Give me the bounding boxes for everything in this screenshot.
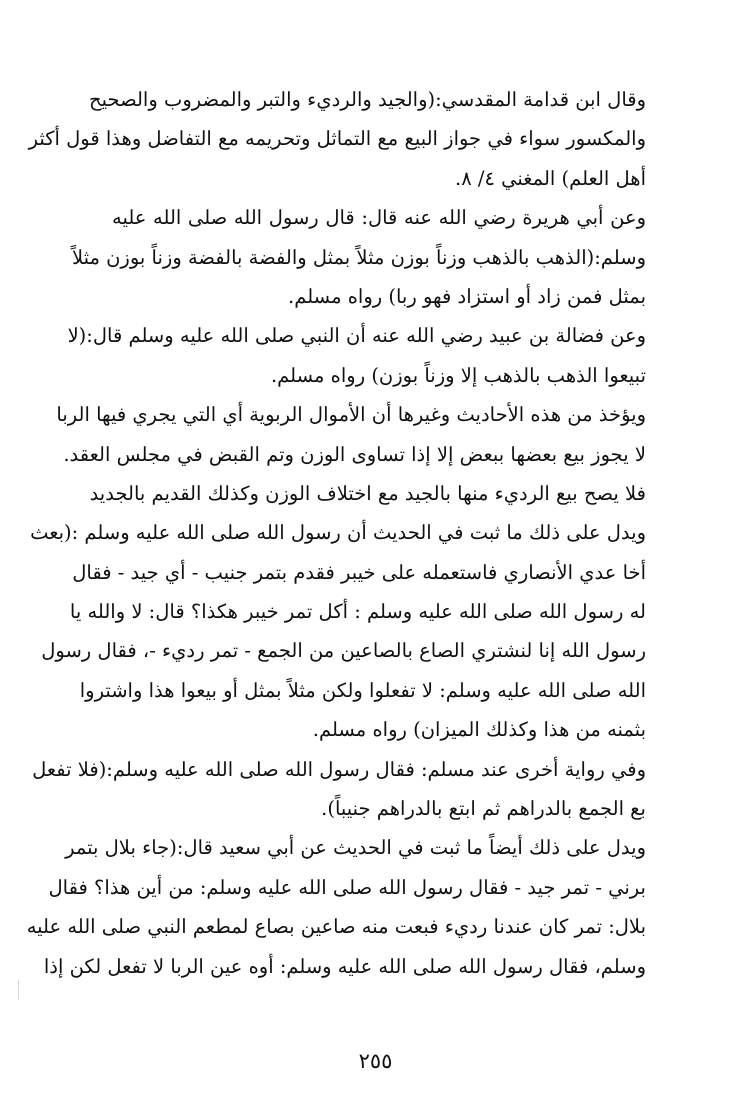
text-line: بمثل فمن زاد أو استزاد فهو ربا) رواه مسلم. bbox=[288, 284, 646, 308]
text-line: بثمنه من هذا وكذلك الميزان) رواه مسلم. bbox=[312, 718, 646, 742]
text-line: بع الجمع بالدراهم ثم ابتع بالدراهم جنيباً). bbox=[321, 797, 646, 821]
text-line: وقال ابن قدامة المقدسي:(والجيد والرديء والتبر والمضروب والصحيح bbox=[89, 88, 646, 111]
text-line: وسلم، فقال رسول الله صلى الله عليه وسلم: أوه عين الربا لا تفعل لكن إذا bbox=[43, 954, 646, 978]
text-line: رسول الله إنا لنشتري الصاع بالصاعين من الجمع - تمر رديء -، فقال رسول bbox=[41, 639, 646, 663]
text-line: تبيعوا الذهب بالذهب إلا وزناً بوزن) رواه مسلم. bbox=[270, 363, 646, 387]
margin-mark bbox=[18, 980, 19, 1000]
text-line: وفي رواية أخرى عند مسلم: فقال رسول الله صلى الله عليه وسلم:(فلا تفعل bbox=[32, 757, 646, 781]
text-line: أخا عدي الأنصاري فاستعمله على خيبر فقدم بتمر جنيب - أي جيد - فقال bbox=[72, 560, 646, 584]
text-line: والمكسور سواء في جواز البيع مع التماثل وتحريمه مع التفاضل وهذا قول أكثر bbox=[28, 127, 646, 151]
text-line: برني - تمر جيد - فقال رسول الله صلى الله عليه وسلم: من أين هذا؟ فقال bbox=[48, 875, 646, 899]
text-line: له رسول الله صلى الله عليه وسلم : أكل تمر خيبر هكذا؟ قال: لا والله يا bbox=[69, 600, 646, 624]
text-line: الله صلى الله عليه وسلم: لا تفعلوا ولكن مثلاً بمثل أو بيعوا هذا واشتروا bbox=[79, 678, 646, 702]
text-line: ويؤخذ من هذه الأحاديث وغيرها أن الأموال الربوية أي التي يجري فيها الربا bbox=[56, 403, 646, 427]
text-line: ويدل على ذلك أيضاً ما ثبت في الحديث عن أبي سعيد قال:(جاء بلال بتمر bbox=[65, 836, 646, 860]
text-line: فلا يصح بيع الرديء منها بالجيد مع اختلاف الوزن وكذلك القديم بالجديد bbox=[89, 481, 646, 505]
text-line: ويدل على ذلك ما ثبت في الحديث أن رسول الله صلى الله عليه وسلم :(بعث bbox=[30, 521, 646, 545]
text-line: أهل العلم) المغني ٤/ ٨. bbox=[454, 166, 646, 190]
text-line: لا يجوز بيع بعضها ببعض إلا إذا تساوى الوزن وتم القبض في مجلس العقد. bbox=[63, 442, 646, 466]
body-text bbox=[26, 80, 646, 986]
text-line: بلال: تمر كان عندنا رديء فبعت منه صاعين بصاع لمطعم النبي صلى الله عليه bbox=[26, 915, 646, 939]
page-number: ٢٥٥ bbox=[358, 1049, 393, 1073]
text-line: وعن فضالة بن عبيد رضي الله عنه أن النبي صلى الله عليه وسلم قال:(لا bbox=[67, 324, 646, 348]
text-line: وعن أبي هريرة رضي الله عنه قال: قال رسول الله صلى الله عليه bbox=[112, 206, 646, 230]
text-line: وسلم:(الذهب بالذهب وزناً بوزن مثلاً بمثل والفضة بالفضة وزناً بوزن مثلاً bbox=[71, 245, 646, 269]
